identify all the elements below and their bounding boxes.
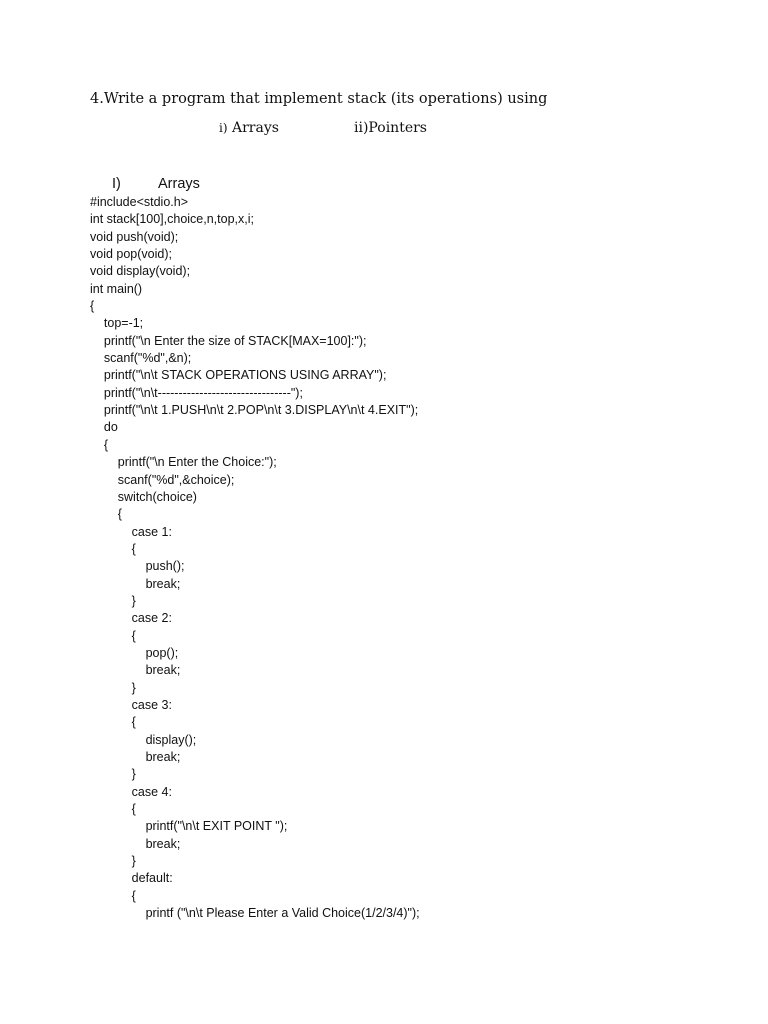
code-line: do: [90, 420, 118, 435]
code-line: {: [90, 299, 95, 314]
code-line: break;: [90, 836, 181, 851]
option-pointers: ii)Pointers: [354, 120, 427, 136]
section-title: Arrays: [158, 176, 200, 192]
section-heading: [112, 176, 200, 192]
code-listing: [90, 194, 420, 922]
code-line: void display(void);: [90, 264, 191, 279]
code-line: break;: [90, 750, 181, 764]
option-arrays-number: i): [219, 121, 228, 135]
code-line: case 3:: [90, 697, 172, 712]
code-line: printf("\n\t 1.PUSH\n\t 2.POP\n\t 3.DISPLAY\n\t 4.EXIT");: [90, 403, 419, 418]
code-line: }: [90, 680, 136, 695]
code-line: }: [90, 593, 136, 608]
option-arrays: [219, 120, 279, 136]
code-line: scanf("%d",&choice);: [90, 472, 235, 487]
code-line: printf ("\n\t Please Enter a Valid Choice(1/2/3/4)");: [90, 906, 420, 921]
code-line: top=-1;: [90, 316, 144, 331]
code-line: case 4:: [90, 784, 172, 799]
code-line: {: [90, 437, 109, 452]
code-line: display();: [90, 732, 197, 747]
code-line: }: [90, 767, 136, 782]
code-line: push();: [90, 559, 185, 574]
code-line: {: [90, 715, 136, 730]
code-line: printf("\n\t EXIT POINT ");: [90, 819, 288, 834]
code-line: void push(void);: [90, 229, 179, 244]
code-line: default:: [90, 871, 173, 886]
code-line: break;: [90, 663, 181, 678]
code-line: printf("\n\t STACK OPERATIONS USING ARRAY");: [90, 368, 387, 383]
code-line: }: [90, 854, 136, 869]
code-line: {: [90, 507, 122, 522]
option-arrays-label: Arrays: [227, 120, 279, 136]
question-heading: 4.Write a program that implement stack (its operations) using: [90, 91, 548, 107]
code-line: pop();: [90, 645, 179, 660]
code-line: printf("\n Enter the size of STACK[MAX=100]:");: [90, 333, 367, 348]
code-line: switch(choice): [90, 489, 197, 504]
code-line: void pop(void);: [90, 247, 172, 262]
code-line: case 2:: [90, 611, 172, 626]
code-line: break;: [90, 576, 181, 591]
code-line: int main(): [90, 281, 143, 296]
code-line: {: [90, 541, 136, 556]
code-line: {: [90, 888, 136, 903]
code-line: int stack[100],choice,n,top,x,i;: [90, 212, 254, 227]
code-line: #include<stdio.h>: [90, 195, 188, 209]
code-line: printf("\n Enter the Choice:");: [90, 455, 277, 470]
code-line: case 1:: [90, 524, 172, 539]
section-number: I): [112, 176, 121, 192]
code-line: {: [90, 802, 136, 817]
code-line: printf("\n\t--------------------------------");: [90, 385, 303, 400]
code-line: {: [90, 628, 136, 643]
code-line: scanf("%d",&n);: [90, 351, 192, 366]
